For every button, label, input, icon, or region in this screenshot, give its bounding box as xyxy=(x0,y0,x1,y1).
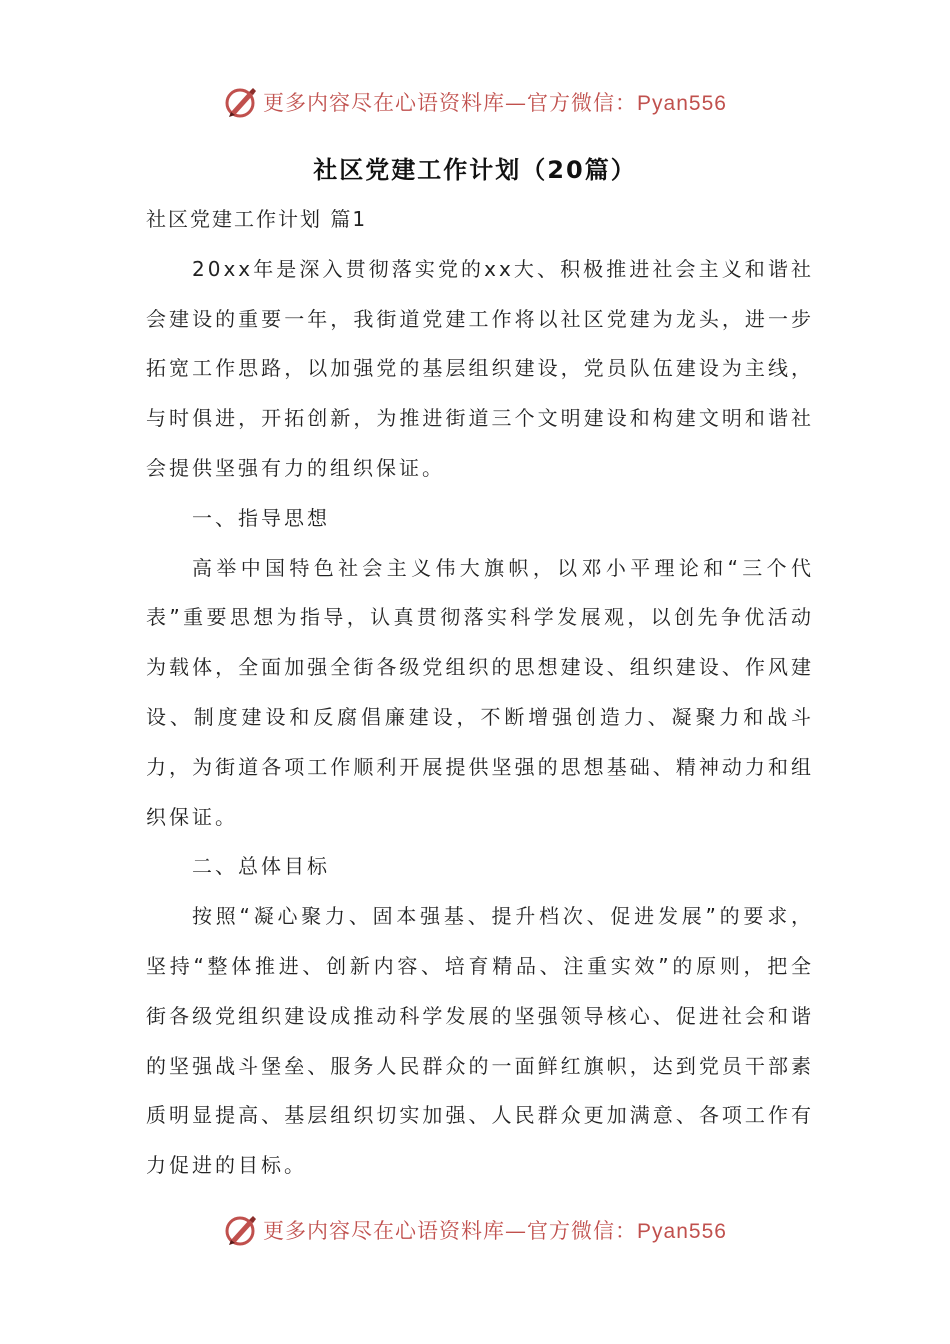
pen-circle-logo-icon xyxy=(223,1212,259,1248)
section-heading: 一、指导思想 xyxy=(192,505,330,530)
document-body xyxy=(146,195,814,1191)
paragraph: 按照“凝心聚力、固本强基、提升档次、促进发展”的要求，坚持“整体推进、创新内容、培育精品、注重实效”的原则，把全街各级党组织建设成推动科学发展的坚强领导核心、促进社会和谐的坚强战斗堡垒、服务人民群众的一面鲜红旗帜，达到党员干部素质明显提高、基层组织切实加强、人民群众更加满意、各项工作有力促进的目标。 xyxy=(146,904,814,1178)
watermark-banner-bottom xyxy=(0,1210,950,1250)
document-title: 社区党建工作计划（20篇） xyxy=(313,156,637,184)
paragraph: 20xx年是深入贯彻落实党的xx大、积极推进社会主义和谐社会建设的重要一年，我街道党建工作将以社区党建为龙头，进一步拓宽工作思路，以加强党的基层组织建设，党员队伍建设为主线，与时俱进，开拓创新，为推进街道三个文明建设和构建文明和谐社会提供坚强有力的组织保证。 xyxy=(146,256,814,480)
pen-circle-logo-icon xyxy=(223,84,259,120)
watermark-banner-top xyxy=(0,82,950,122)
paragraph: 高举中国特色社会主义伟大旗帜，以邓小平理论和“三个代表”重要思想为指导，认真贯彻落实科学发展观，以创先争优活动为载体，全面加强全街各级党组织的思想建设、组织建设、作风建设、制度建设和反腐倡廉建设，不断增强创造力、凝聚力和战斗力，为街道各项工作顺利开展提供坚强的思想基础、精神动力和组织保证。 xyxy=(146,555,814,829)
section-subtitle: 社区党建工作计划 篇1 xyxy=(146,207,368,231)
watermark-text: 更多内容尽在心语资料库—官方微信：Pyan556 xyxy=(263,1219,727,1243)
watermark-text: 更多内容尽在心语资料库—官方微信：Pyan556 xyxy=(263,91,727,115)
section-heading: 二、总体目标 xyxy=(192,854,330,879)
